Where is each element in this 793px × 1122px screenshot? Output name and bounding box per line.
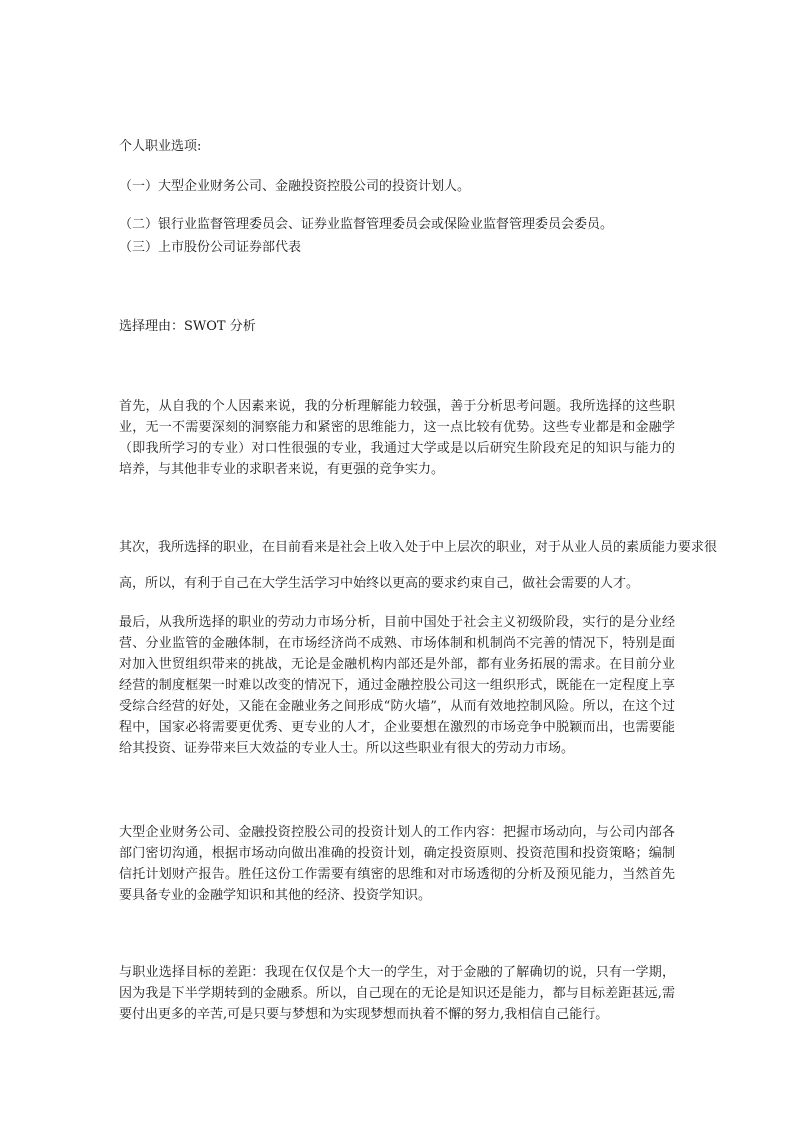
paragraph-labor-market: 最后，从我所选择的职业的劳动力市场分析，目前中国处于社会主义初级阶段，实行的是分业经营、分业监管的金融体制，在市场经济尚不成熟、市场体制和机制尚不完善的情况下，特别是面对加入世贸组织带来的挑战，无论是金融机构内部还是外部，都有业务拓展的需求。在目前分业经营的制度框架一时难以改变的情况下，通过金融控股公司这一组织形式，既能在一定程度上享受综合经营的好处，又能在金融业务之间形成“防火墙”，从而有效地控制风险。所以，在这个过程中，国家必将需要更优秀、更专业的人才，企业要想在激烈的市场竞争中脱颖而出，也需要能给其投资、证券带来巨大效益的专业人士。所以这些职业有很大的劳动力市场。 [119,615,675,756]
paragraph-second-line-1: 其次，我所选择的职业，在目前看来是社会上收入处于中上层次的职业，对于从业人员的素质能力要求很 [119,540,718,555]
reason-heading: 选择理由：SWOT 分析 [119,319,256,334]
career-option-3: （三）上市股份公司证券部代表 [119,240,302,255]
career-options-heading: 个人职业选项: [119,139,202,154]
paragraph-career-gap: 与职业选择目标的差距：我现在仅仅是个大一的学生，对于金融的了解确切的说，只有一学期，因为我是下半学期转到的金融系。所以，自己现在的无论是知识还是能力，都与目标差距甚远,需要付出更多的辛苦,可是只要与梦想和为实现梦想而执着不懈的努力,我相信自己能行。 [119,965,675,1022]
paragraph-work-content: 大型企业财务公司、金融投资控股公司的投资计划人的工作内容：把握市场动向，与公司内部各部门密切沟通，根据市场动向做出准确的投资计划，确定投资原则、投资范围和投资策略；编制信托计划财产报告。胜任这份工作需要有缜密的思维和对市场透彻的分析及预见能力，当然首先要具备专业的金融学知识和其他的经济、投资学知识。 [119,825,675,903]
career-option-2: （二）银行业监督管理委员会、证券业监督管理委员会或保险业监督管理委员会委员。 [119,217,614,232]
paragraph-self-analysis: 首先，从自我的个人因素来说，我的分析理解能力较强，善于分析思考问题。我所选择的这些职业，无一不需要深刻的洞察能力和紧密的思维能力，这一点比较有优势。这些专业都是和金融学（即我所学习的专业）对口性很强的专业，我通过大学或是以后研究生阶段充足的知识与能力的培养，与其他非专业的求职者来说，有更强的竞争实力。 [119,399,675,477]
career-option-1: （一）大型企业财务公司、金融投资控股公司的投资计划人。 [119,179,471,194]
paragraph-second-line-2: 高，所以，有利于自己在大学生活学习中始终以更高的要求约束自己，做社会需要的人才。 [119,576,640,591]
